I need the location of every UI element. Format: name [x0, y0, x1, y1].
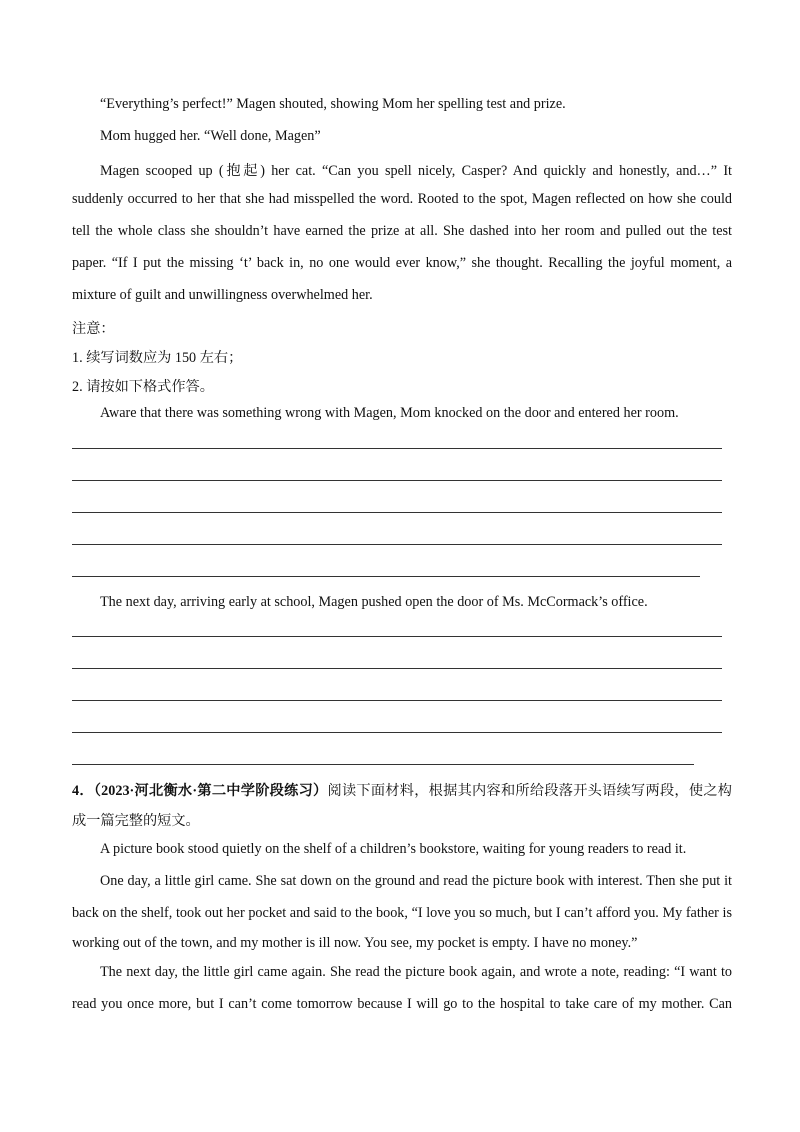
- story1-paragraph-3-line-4: paper. “If I put the missing ‘t’ back in, no one would ever know,” she thought. Recalling the joyful moment, a: [72, 255, 732, 271]
- story2-paragraph-1: A picture book stood quietly on the shelf of a children’s bookstore, waiting for young readers to read it.: [100, 841, 687, 857]
- question-instruction: 阅读下面材料，根据其内容和所给段落开头语续写两段，使之构: [327, 783, 732, 799]
- answer-line: [72, 480, 722, 481]
- story1-paragraph-3-line-2: suddenly occurred to her that she had misspelled the word. Rooted to the spot, Magen reflected on how she could: [72, 191, 732, 207]
- story2-paragraph-2-line-1: One day, a little girl came. She sat down on the ground and read the picture book with interest. Then she put it: [100, 873, 732, 889]
- answer-line: [72, 764, 694, 765]
- story1-paragraph-3-line-3: tell the whole class she shouldn’t have earned the prize at all. She dashed into her room and pulled out the test: [72, 223, 732, 239]
- story1-paragraph-2: Mom hugged her. “Well done, Magen”: [100, 128, 321, 144]
- answer-line: [72, 512, 722, 513]
- story2-paragraph-2-line-3: working out of the town, and my mother is ill now. You see, my pocket is empty. I have no money.”: [72, 935, 638, 951]
- question-source: （2023·河北衡水·第二中学阶段练习）: [93, 783, 328, 799]
- answer-line: [72, 732, 722, 733]
- question-4-instruction-line-2: 成一篇完整的短文。: [72, 813, 200, 829]
- question-number: 4．: [72, 783, 94, 799]
- answer-line: [72, 700, 722, 701]
- continuation-prompt-2: The next day, arriving early at school, Magen pushed open the door of Ms. McCormack’s office.: [100, 594, 648, 610]
- story2-paragraph-2-line-2: back on the shelf, took out her pocket and said to the book, “I love you so much, but I can’t afford you. My father is: [72, 905, 732, 921]
- question-4-header: [72, 780, 732, 800]
- answer-line: [72, 544, 722, 545]
- continuation-prompt-1: Aware that there was something wrong with Magen, Mom knocked on the door and entered her room.: [100, 405, 679, 421]
- notes-item-2: 2. 请按如下格式作答。: [72, 379, 214, 395]
- story2-paragraph-3-line-2: read you once more, but I can’t come tomorrow because I will go to the hospital to take care of my mother. Can: [72, 996, 732, 1012]
- answer-line: [72, 576, 700, 577]
- notes-heading: 注意：: [72, 321, 115, 337]
- answer-line: [72, 636, 722, 637]
- notes-item-1: 1. 续写词数应为 150 左右；: [72, 350, 243, 366]
- answer-line: [72, 448, 722, 449]
- story2-paragraph-3-line-1: The next day, the little girl came again. She read the picture book again, and wrote a note, reading: “I want to: [100, 964, 732, 980]
- story1-paragraph-3-line-5: mixture of guilt and unwillingness overwhelmed her.: [72, 287, 373, 303]
- answer-line: [72, 668, 722, 669]
- story1-paragraph-3-line-1: Magen scooped up (抱起) her cat. “Can you spell nicely, Casper? And quickly and honestly, and…” It: [100, 163, 732, 179]
- story1-paragraph-1: “Everything’s perfect!” Magen shouted, showing Mom her spelling test and prize.: [100, 96, 566, 112]
